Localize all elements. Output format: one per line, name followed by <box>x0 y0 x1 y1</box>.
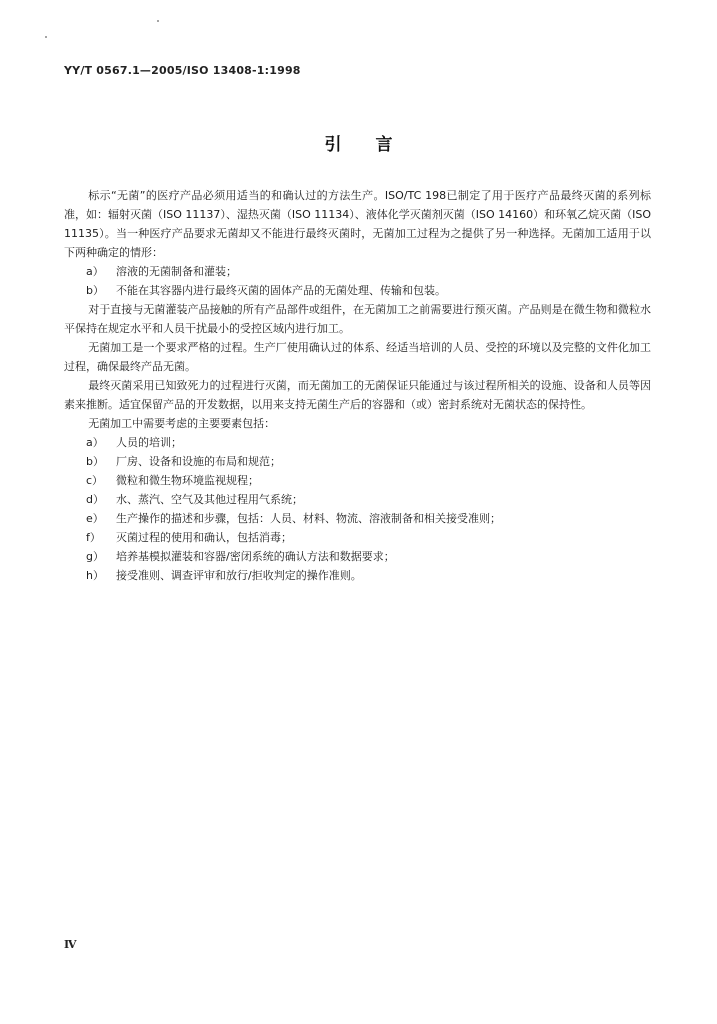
element-text: 生产操作的描述和步骤，包括：人员、材料、物流、溶液制备和相关接受准则； <box>116 512 501 525</box>
case-item <box>64 262 651 281</box>
element-marker: b） <box>86 455 104 468</box>
elements-intro-paragraph: 无菌加工中需要考虑的主要要素包括： <box>88 417 276 430</box>
scan-speck <box>157 20 159 22</box>
element-marker: g） <box>86 550 104 563</box>
element-marker: f） <box>86 531 101 544</box>
case-text: 溶液的无菌制备和灌装； <box>116 265 237 278</box>
presterilization-paragraph: 对于直接与无菌灌装产品接触的所有产品部件或组件，在无菌加工之前需要进行预灭菌。产品则是在微生物和微粒水平保持在规定水平和人员干扰最小的受控区域内进行加工。 <box>64 303 651 335</box>
case-item <box>64 281 651 300</box>
standard-number-header: YY/T 0567.1—2005/ISO 13408-1:1998 <box>64 64 301 77</box>
element-text: 厂房、设备和设施的布局和规范； <box>116 455 281 468</box>
case-marker: a） <box>86 265 104 278</box>
sterility-assurance-paragraph: 最终灭菌采用已知致死力的过程进行灭菌，而无菌加工的无菌保证只能通过与该过程所相关的设施、设备和人员等因素来推断。适宜保留产品的开发数据，以用来支持无菌生产后的容器和（或）密封系统对无菌状态的保持性。 <box>64 379 651 411</box>
element-item <box>64 452 651 471</box>
element-item <box>64 566 651 585</box>
page-number: Ⅳ <box>64 938 77 951</box>
aseptic-process-paragraph: 无菌加工是一个要求严格的过程。生产厂使用确认过的体系、经适当培训的人员、受控的环境以及完整的文件化加工过程，确保最终产品无菌。 <box>64 341 651 373</box>
element-item <box>64 433 651 452</box>
section-title: 引言 <box>324 135 427 155</box>
intro-paragraph: 标示“无菌”的医疗产品必须用适当的和确认过的方法生产。ISO/TC 198已制定了用于医疗产品最终灭菌的系列标准，如：辐射灭菌（ISO 11137）、湿热灭菌（ISO 11134）、液体化学灭菌剂灭菌（ISO 14160）和环氧乙烷灭菌（ISO 11135）。当一种医疗产品要求无菌却又不能进行最终灭菌时，无菌加工过程为之提供了另一种选择。无菌加工适用于以下两种确定的情形： <box>64 189 652 259</box>
element-marker: a） <box>86 436 104 449</box>
element-text: 微粒和微生物环境监视规程； <box>116 474 259 487</box>
element-item <box>64 490 651 509</box>
element-item <box>64 528 651 547</box>
body-text <box>64 186 651 585</box>
element-marker: d） <box>86 493 104 506</box>
element-item <box>64 547 651 566</box>
case-text: 不能在其容器内进行最终灭菌的固体产品的无菌处理、传输和包装。 <box>116 284 446 297</box>
element-marker: c） <box>86 474 104 487</box>
element-marker: h） <box>86 569 104 582</box>
case-marker: b） <box>86 284 104 297</box>
scan-speck <box>45 36 47 38</box>
element-text: 水、蒸汽、空气及其他过程用气系统； <box>116 493 303 506</box>
element-marker: e） <box>86 512 104 525</box>
element-text: 接受准则、调查评审和放行/拒收判定的操作准则。 <box>116 569 362 582</box>
element-text: 人员的培训； <box>116 436 182 449</box>
element-text: 培养基模拟灌装和容器/密闭系统的确认方法和数据要求； <box>116 550 395 563</box>
element-item <box>64 471 651 490</box>
element-item <box>64 509 651 528</box>
element-text: 灭菌过程的使用和确认，包括消毒； <box>116 531 292 544</box>
